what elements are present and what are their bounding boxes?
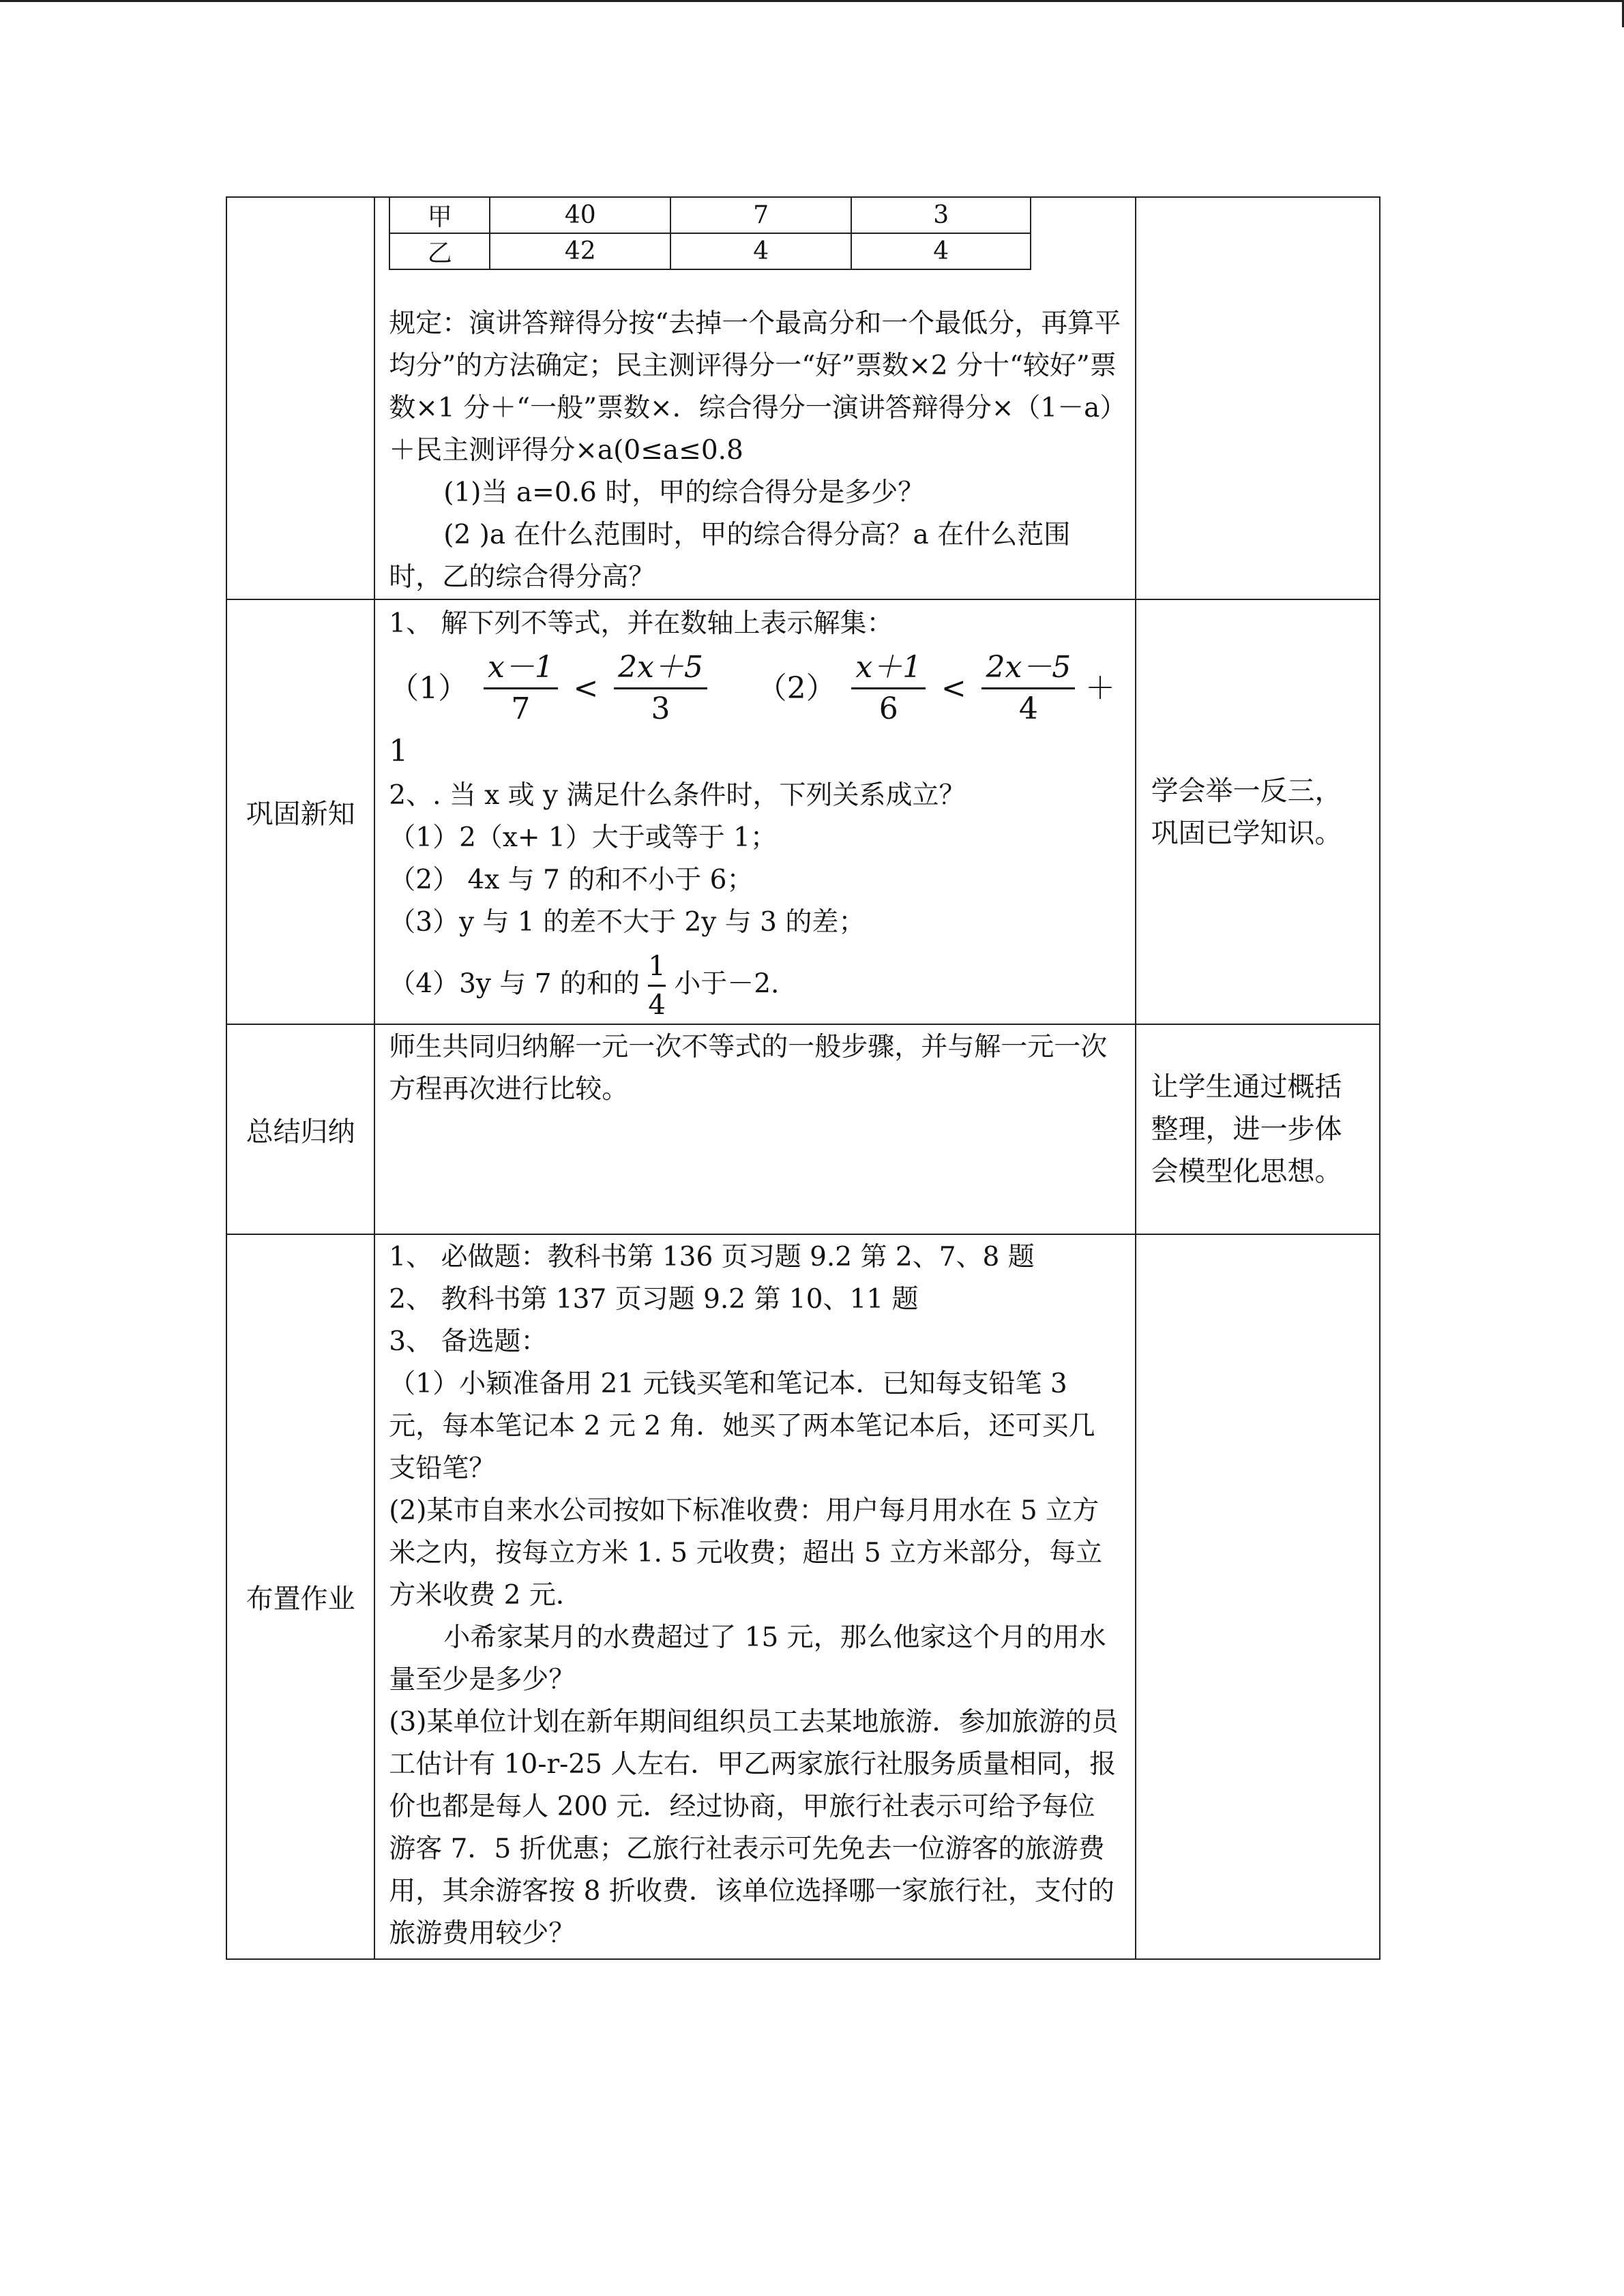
less-than-sign: < <box>573 670 599 706</box>
frac-num: x＋1 <box>851 648 926 689</box>
frac-den: 3 <box>651 691 670 726</box>
frac-den: 4 <box>1018 691 1038 726</box>
sub-question: （3）y 与 1 的差不大于 2y 与 3 的差； <box>389 907 866 938</box>
plus-one: ＋1 <box>389 670 1115 769</box>
page-top-border <box>0 0 1624 2</box>
sub-question-4-post: 小于－2. <box>674 968 780 1000</box>
row-consolidate <box>226 599 1380 1024</box>
row1-content-cell <box>374 197 1135 599</box>
score-value: 7 <box>670 197 851 233</box>
teaching-note: 让学生通过概括整理，进一步体会模型化思想。 <box>1136 1024 1380 1234</box>
score-row-yi <box>389 233 1031 269</box>
homework-2: 2、 教科书第 137 页习题 9.2 第 10、11 题 <box>389 1284 919 1315</box>
fraction <box>614 648 707 729</box>
fraction-quarter <box>648 948 665 1024</box>
section-label: 布置作业 <box>226 1234 374 1959</box>
score-value: 4 <box>851 233 1031 269</box>
row1-note-cell <box>1136 197 1380 599</box>
summary-text: 师生共同归纳解一元一次不等式的一般步骤，并与解一元一次方程再次进行比较。 <box>389 1032 1108 1105</box>
score-row-jia <box>389 197 1031 233</box>
score-value: 4 <box>670 233 851 269</box>
lesson-plan-table <box>226 196 1381 1960</box>
sub-question-4-pre: （4）3y 与 7 的和的 <box>389 968 640 1000</box>
fraction <box>484 648 558 729</box>
ineq-2-label: （2） <box>756 670 836 706</box>
fraction <box>851 648 926 729</box>
homework-1: 1、 必做题：教科书第 136 页习题 9.2 第 2、7、8 题 <box>389 1242 1035 1272</box>
score-value: 42 <box>490 233 670 269</box>
problem-2-question: 小希家某月的水费超过了 15 元，那么他家这个月的用水量至少是多少？ <box>389 1622 1106 1695</box>
sub-question: （2） 4x 与 7 的和不小于 6； <box>389 865 754 895</box>
sub-question-4 <box>375 944 1134 1024</box>
row1-label-cell <box>226 197 374 599</box>
exercise-2: 2、. 当 x 或 y 满足什么条件时，下列关系成立？ <box>389 780 966 811</box>
row4-content-cell <box>374 1234 1135 1959</box>
homework-3: 3、 备选题： <box>389 1326 548 1357</box>
row4-note-cell <box>1136 1234 1380 1959</box>
score-table <box>389 196 1031 270</box>
section-label: 总结归纳 <box>226 1024 374 1234</box>
exercise-1: 1、 解下列不等式，并在数轴上表示解集： <box>389 608 894 639</box>
ineq-1-label: （1） <box>389 670 469 706</box>
problem-1: （1）小颖准备用 21 元钱买笔和笔记本．已知每支铅笔 3 元，每本笔记本 2 元 2 角．她买了两本笔记本后，还可买几支铅笔？ <box>389 1369 1095 1484</box>
less-than-sign: < <box>941 670 966 706</box>
score-value: 40 <box>490 197 670 233</box>
row-continued-problem <box>226 197 1380 599</box>
question-2: (2 )a 在什么范围时，甲的综合得分高？a 在什么范围时，乙的综合得分高？ <box>389 520 1071 593</box>
section-label: 巩固新知 <box>226 599 374 1024</box>
fraction <box>981 648 1075 729</box>
sub-question: （1）2（x+ 1）大于或等于 1； <box>389 822 777 853</box>
problem-2: (2)某市自来水公司按如下标准收费：用户每月用水在 5 立方米之内，按每立方米 1. 5 元收费；超出 5 立方米部分，每立方米收费 2 元． <box>389 1495 1103 1611</box>
frac-den: 4 <box>648 989 666 1021</box>
score-name: 甲 <box>389 197 490 233</box>
teaching-note: 学会举一反三，巩固已学知识。 <box>1136 599 1380 1024</box>
frac-num: x－1 <box>484 648 558 689</box>
row2-content-cell <box>374 599 1135 1024</box>
scoring-rule: 规定：演讲答辩得分按“去掉一个最高分和一个最低分，再算平均分”的方法确定；民主测评得分一“好”票数×2 分十“较好”票数×1 分＋“一般”票数×．综合得分一演讲答辩得分×（1－a）＋民主测评得分×a(0≤a≤0.8 <box>389 308 1121 466</box>
row-summary <box>226 1024 1380 1234</box>
frac-den: 6 <box>879 691 898 726</box>
problem-3: (3)某单位计划在新年期间组织员工去某地旅游．参加旅游的员工估计有 10-r-25 人左右．甲乙两家旅行社服务质量相同，报价也都是每人 200 元．经过协商，甲旅行社表示可给予每位游客 7．5 折优惠；乙旅行社表示可先免去一位游客的旅游费用，其余游客按 8 折收费．该单位选择哪一家旅行社，支付的旅游费用较少？ <box>389 1707 1119 1949</box>
question-1: (1)当 a=0.6 时，甲的综合得分是多少？ <box>443 477 925 508</box>
frac-num: 1 <box>648 948 665 987</box>
frac-den: 7 <box>511 691 531 726</box>
frac-num: 2x＋5 <box>614 648 707 689</box>
inequalities <box>375 645 1134 775</box>
row3-content-cell <box>374 1024 1135 1234</box>
row-homework <box>226 1234 1380 1959</box>
score-name: 乙 <box>389 233 490 269</box>
score-value: 3 <box>851 197 1031 233</box>
frac-num: 2x－5 <box>981 648 1075 689</box>
